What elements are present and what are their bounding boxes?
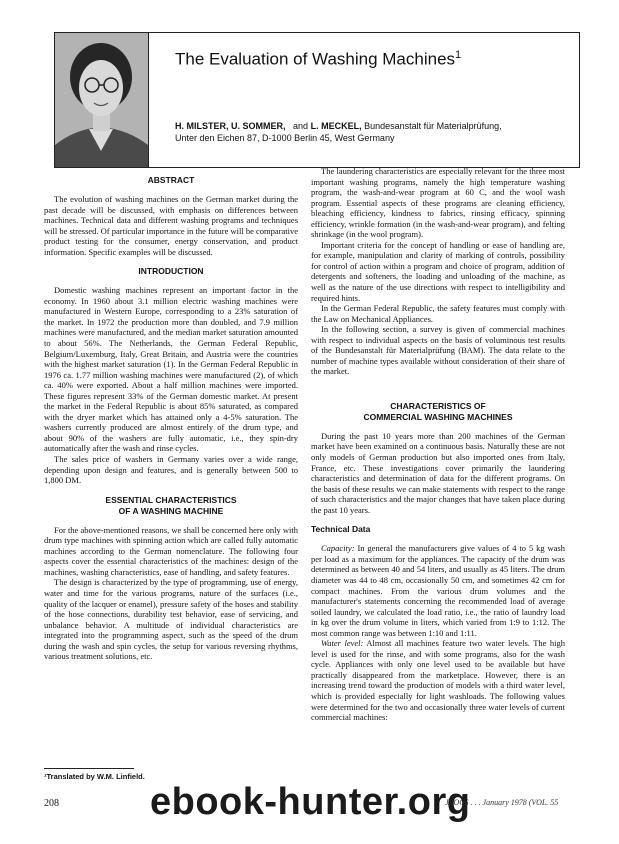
authors-names-2: L. MECKEL, <box>310 121 362 131</box>
article-title <box>175 49 461 70</box>
essential-heading-line-1: ESSENTIAL CHARACTERISTICS <box>105 494 237 505</box>
laundering-paragraph: The laundering characteristics are especially relevant for the three most important washing programs, namely the high temperature washing program, the wash-and-wear program at 60 C, and the wool wash program. Essential aspects of these programs are cleaning efficiency, bleaching efficiency, kindness to fabrics, rinsing efficacy, spinning efficiency, wrinkle formation (in the wash-and-wear program), and felting shrinkage (in the wool program). <box>311 166 565 240</box>
essential-paragraph-2: The design is characterized by the type of programming, use of energy, water and time for the various programs, nature of the surfaces (i.e., quality of the lacquer or enamel), pressure safety of the hoses and stability of the hose connections, durability test behavior, ease of servicing, and unbalance behavior. A multitude of individual characteristics are integrated into the programming aspect, such as the speed of the drum during the wash and spin cycles, the setup for various reversing rhythms, various treatment solutions, etc. <box>44 577 298 662</box>
author-line <box>175 121 570 144</box>
commercial-heading <box>311 401 565 423</box>
affiliation-line-2: Unter den Eichen 87, D-1000 Berlin 45, West Germany <box>175 132 395 143</box>
authors-and: and <box>293 121 309 131</box>
handling-paragraph: Important criteria for the concept of handling or ease of handling are, for example, manipulation and clarity of marking of controls, possibility for control of action within a program and choice of program, addition of detergents and softeners, the loading and unloading of the machine, as well as the nature of the use directions with respect to intelligibility and required hints. <box>311 239 565 303</box>
title-footnote-marker: 1 <box>455 49 462 61</box>
right-column <box>311 166 565 723</box>
journal-citation: JAOCS . . . January 1978 (VOL. 55 <box>445 798 559 807</box>
commercial-heading-line-2: COMMERCIAL WASHING MACHINES <box>363 411 513 422</box>
authors-names-1: H. MILSTER, U. SOMMER, <box>175 121 286 131</box>
water-level-label: Water level: <box>321 638 364 649</box>
watermark: ebook-hunter.org <box>150 781 471 823</box>
water-level-paragraph <box>311 638 565 722</box>
introduction-heading: INTRODUCTION <box>138 266 204 277</box>
safety-paragraph: In the German Federal Republic, the safety features must comply with the Law on Mechanical Appliances. <box>311 303 565 324</box>
essential-heading-line-2: OF A WASHING MACHINE <box>118 505 224 516</box>
capacity-label: Capacity: <box>321 543 355 554</box>
capacity-text: In general the manufacturers give values of 4 to 5 kg wash per load as a maximum for the appliances. The capacity of the drum was determined as between 40 and 54 liters, and usually as 45 liters. The drum diameter was 44 to 48 cm, occasionally 50 cm, and sometimes 42 cm for compact machines. From the various drum volumes and the manufacturer's statements concerning the recommended load of average soiled laundry, we calculated the load ratio, i.e., the ratio of laundry load in kg over the drum volume in liters, which varied from 1:9 to 1:12. The most common range was between 1:10 and 1:11. <box>311 543 565 638</box>
essential-paragraph-1: For the above-mentioned reasons, we shall be concerned here only with drum type machines with spinning action which are called fully automatic machines according to the German nomenclature. The following four aspects cover the essential characteristics of the machines: design of the machines, washing characteristics, ease of handling, and safety features. <box>44 524 298 577</box>
page-number: 208 <box>44 798 59 809</box>
footnote: ¹Translated by W.M. Linfield. <box>44 772 145 781</box>
introduction-paragraph-2: The sales price of washers in Germany varies over a wide range, depending upon design and features, and is generally between 500 to 1,800 DM. <box>44 454 298 486</box>
essential-characteristics-heading <box>44 495 298 517</box>
left-column <box>44 166 298 662</box>
survey-paragraph: In the following section, a survey is given of commercial machines with respect to individual aspects on the basis of voluminous test results of the Bundesanstalt für Materialprüfung (BAM). The data relate to the number of machine types available without consideration of their share of the market. <box>311 324 565 377</box>
article-header <box>54 32 580 168</box>
technical-data-heading: Technical Data <box>311 524 371 535</box>
water-level-text: Almost all machines feature two water levels. The high level is used for the rinse, and with some programs, also for the wash cycle. Appliances with only one level used to be available but have practically disappeared from the marketplace. However, there is an increasing trend toward the production of models with a third water level, which is provided especially for light washloads. The following values were determined for the two and occasionally three water levels of current commercial machines: <box>311 638 565 723</box>
introduction-paragraph-1: Domestic washing machines represent an important factor in the economy. In 1960 about 3.1 million electric washing machines were manufactured in Western Europe, corresponding to a 23% saturation of the market. In 1972 the production more than doubled, and 7.9 million machines were manufactured, and the median market saturation amounted to about 56%. The Netherlands, the German Federal Republic, Belgium/Luxemburg, Italy, Great Britain, and Austria were the countries with the highest market saturation (1). In the German Federal Republic in 1976 ca. 1.77 million washing machines were manufactured (2), of which ca. 40% were exported. About a half million machines were imported. These figures represent 33% of the German domestic market. At present the market in the Federal Republic is about 85% saturated, as compared with the dryer market which has attained only a 4-5% saturation. The washers currently produced are almost entirely of the drum type, and about 90% of the washers are fully automatic, i.e., they spin-dry automatically after the wash and rinse cycles. <box>44 285 298 454</box>
abstract-heading: ABSTRACT <box>147 175 195 185</box>
article-title-text: The Evaluation of Washing Machines <box>175 49 456 69</box>
abstract-text: The evolution of washing machines on the German market during the past decade will be discussed, with emphasis on differences between machines. Technical data and different washing programs and techniques will be stressed. Of particular importance in the future will be comparative product testing for the consumer, energy conservation, and product information. Specific examples will be discussed. <box>44 194 298 257</box>
affiliation-line-1: Bundesanstalt für Materialprüfung, <box>364 121 502 131</box>
capacity-paragraph <box>311 543 565 638</box>
commercial-heading-line-1: CHARACTERISTICS OF <box>390 400 486 411</box>
author-photo <box>55 33 149 167</box>
footnote-rule <box>44 768 134 769</box>
commercial-paragraph: During the past 10 years more than 200 machines of the German market have been examined on a continuous basis. Naturally these are not only models of German production but also imported ones from Italy, France, etc. These investigations cover primarily the laundering characteristics and determination of data for the different programs. On the basis of these results we can make statements with respect to the range of such characteristics and the major changes that have taken place during the past 10 years. <box>311 430 565 515</box>
